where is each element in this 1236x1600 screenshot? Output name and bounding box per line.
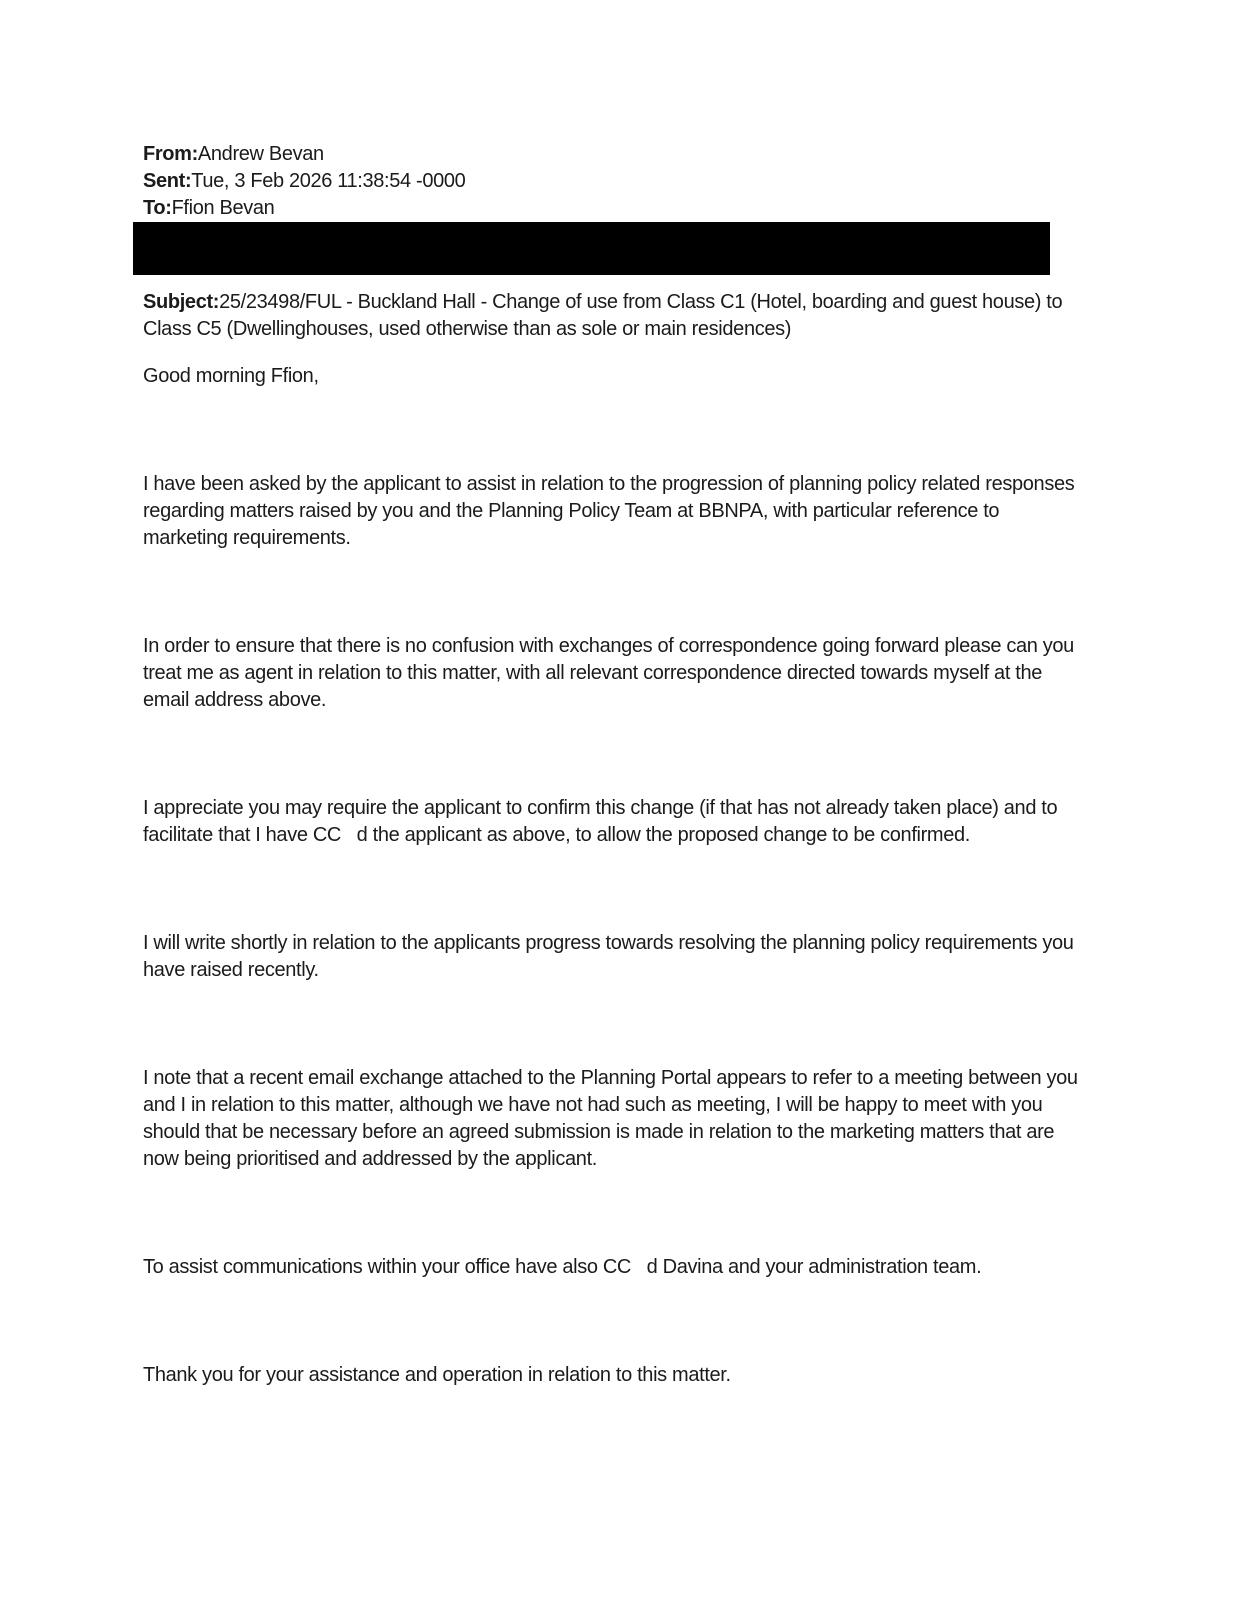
header-subject [143,289,1083,343]
body-paragraph: To assist communications within your office have also CC d Davina and your administration team. [143,1256,982,1278]
from-value: Andrew Bevan [197,143,324,165]
sent-label: Sent: [143,170,192,192]
to-label: To: [143,197,172,219]
header-sent [143,168,1083,195]
subject-value: 25/23498/FUL - Buckland Hall - Change of use from Class C1 (Hotel, boarding and guest house) to Class C5 (Dwellinghouses, used otherwise than as sole or main residences) [143,291,1068,340]
subject-label: Subject: [143,291,220,313]
email-content [143,141,1083,1389]
body-paragraph: I note that a recent email exchange attached to the Planning Portal appears to refer to a meeting between you and I in relation to this matter, although we have not had such as meeting, I will be happy to meet with you should that be necessary before an agreed submission is made in relation to the marketing matters that are now being prioritised and addressed by the applicant. [143,1067,1083,1170]
header-to [143,195,1083,222]
body-paragraph: Thank you for your assistance and operation in relation to this matter. [143,1364,731,1386]
sent-value: Tue, 3 Feb 2026 11:38:54 -0000 [191,170,466,192]
body-paragraph: I have been asked by the applicant to assist in relation to the progression of planning policy related responses regarding matters raised by you and the Planning Policy Team at BBNPA, with particular reference to marketing requirements. [143,473,1080,549]
greeting-text: Good morning Ffion, [143,365,319,387]
header-from [143,141,1083,168]
to-value: Ffion Bevan [171,197,275,219]
body-paragraph: In order to ensure that there is no confusion with exchanges of correspondence going forward please can you treat me as agent in relation to this matter, with all relevant correspondence directed towards myself at the email address above. [143,635,1080,711]
body-paragraph: I will write shortly in relation to the applicants progress towards resolving the planning policy requirements you have raised recently. [143,932,1079,981]
from-label: From: [143,143,198,165]
redaction-bar [133,222,1050,275]
body-paragraph: I appreciate you may require the applicant to confirm this change (if that has not already taken place) and to facilitate that I have CC d the applicant as above, to allow the proposed change to be confirmed. [143,797,1063,846]
